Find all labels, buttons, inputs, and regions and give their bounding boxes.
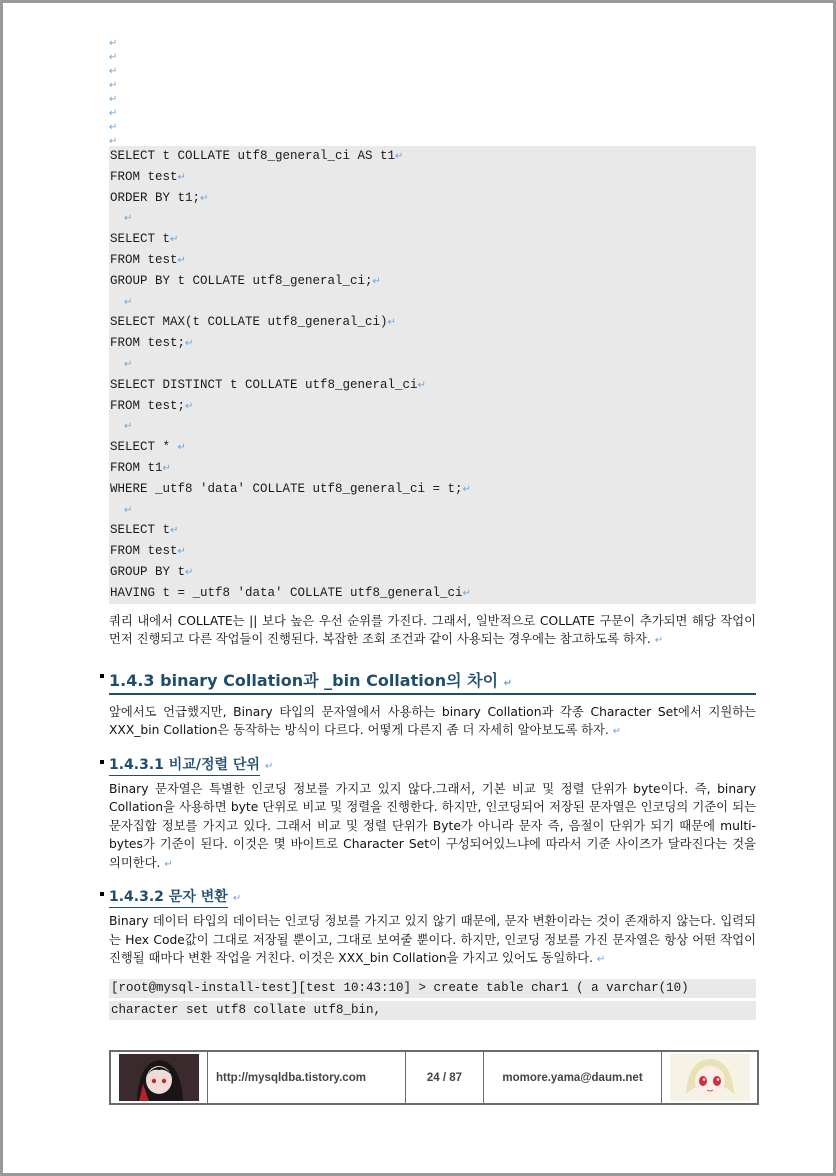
return-mark: ↵	[503, 677, 513, 689]
code-line	[109, 229, 756, 250]
code-text: FROM test;	[110, 336, 186, 351]
blank-line	[109, 48, 756, 62]
code-line	[109, 375, 756, 396]
paragraph-text: Binary 데이터 타입의 데이터는 인코딩 정보를 가지고 있지 않기 때문에, 문자 변환이라는 것이 존재하지 않는다. 입력되는 Hex Code값이 그대로 저장될 뿐이고, 그대로 보여줄 뿐이다. 하지만, 인코딩 정보를 가진 문자열은 항상 어떤 작업이 진행될 때마다 변환 작업을 거친다. 이것은 XXX_bin Collation을 가지고 있어도 동일하다.	[109, 914, 756, 966]
code-text: HAVING t = _utf8 'data' COLLATE utf8_general_ci	[110, 585, 463, 600]
return-mark: ↵	[462, 483, 471, 495]
code-line	[109, 333, 756, 354]
blank-lines	[109, 34, 756, 146]
code-text: WHERE _utf8 'data' COLLATE utf8_general_ci = t;	[110, 481, 463, 496]
code-line: character set utf8 collate utf8_bin,	[109, 1001, 756, 1020]
return-mark: ↵	[124, 421, 133, 433]
code-text: GROUP BY t	[110, 564, 186, 579]
code-line	[109, 458, 756, 479]
code-line	[109, 520, 756, 541]
blank-line	[109, 104, 756, 118]
pale-hair-avatar-icon	[670, 1054, 750, 1101]
code-text: SELECT t	[110, 232, 171, 247]
document-body	[109, 34, 756, 1020]
code-line	[109, 312, 756, 333]
dark-hair-avatar-icon	[119, 1054, 199, 1101]
code-line	[109, 416, 756, 437]
code-block	[109, 146, 756, 604]
paragraph-text: 쿼리 내에서 COLLATE는 || 보다 높은 우선 순위를 가진다. 그래서, 일반적으로 COLLATE 구문이 추가되면 해당 작업이 먼저 진행되고 다른 작업들이 진행된다. 복잡한 조회 조건과 같이 사용되는 경우에는 참고하도록 하자.	[109, 613, 756, 647]
return-mark: ↵	[654, 635, 664, 647]
code-text: SELECT MAX(t COLLATE utf8_general_ci)	[110, 315, 388, 330]
return-mark: ↵	[177, 254, 186, 266]
return-mark: ↵	[200, 192, 209, 204]
blank-line	[109, 132, 756, 146]
return-mark: ↵	[170, 525, 179, 537]
subsection-1-4-3-2	[109, 874, 756, 912]
return-mark: ↵	[109, 122, 118, 133]
code-line	[109, 208, 756, 229]
bullet-marker	[100, 674, 104, 678]
subsection-heading-1-4-3-2	[109, 886, 228, 908]
return-mark: ↵	[265, 760, 274, 772]
return-mark: ↵	[177, 546, 186, 558]
code-text: FROM test;	[110, 398, 186, 413]
footer-url	[208, 1052, 406, 1103]
return-mark: ↵	[109, 108, 118, 119]
footer-email-text: momore.yama@daum.net	[502, 1071, 643, 1084]
section-heading-1-4-3	[109, 668, 756, 695]
return-mark: ↵	[232, 893, 242, 905]
subsection-heading-1-4-3-1	[109, 754, 260, 776]
return-mark: ↵	[109, 136, 118, 147]
code-line	[109, 250, 756, 271]
blank-line	[109, 34, 756, 48]
footer-avatar-left	[111, 1052, 208, 1103]
code-line	[109, 354, 756, 375]
return-mark: ↵	[124, 358, 133, 370]
code-line	[109, 437, 756, 458]
return-mark: ↵	[109, 94, 118, 105]
return-mark: ↵	[417, 379, 426, 391]
page-footer	[109, 1050, 759, 1105]
paragraph-1-4-3	[109, 703, 756, 742]
return-mark: ↵	[109, 38, 118, 49]
code-text: SELECT t COLLATE utf8_general_ci AS t1	[110, 149, 396, 163]
code-line	[109, 271, 756, 292]
return-mark: ↵	[185, 400, 194, 412]
return-mark: ↵	[177, 171, 186, 183]
bullet-marker	[100, 892, 104, 896]
return-mark: ↵	[164, 858, 173, 870]
page-number-text: 24 / 87	[426, 1071, 463, 1084]
code-text: FROM t1	[110, 460, 163, 475]
code-text: ORDER BY t1;	[110, 190, 201, 205]
code-line	[109, 541, 756, 562]
blank-line	[109, 76, 756, 90]
code-line	[109, 479, 756, 500]
section-title: 1.4.3 binary Collation과 _bin Collation의 차이	[109, 670, 499, 690]
return-mark: ↵	[395, 151, 404, 162]
return-mark: ↵	[124, 504, 133, 516]
return-mark: ↵	[185, 566, 194, 578]
code-text: FROM test	[110, 544, 178, 559]
code-text: GROUP BY t COLLATE utf8_general_ci;	[110, 273, 373, 288]
code-line	[109, 188, 756, 209]
paragraph-collate-priority	[109, 612, 756, 651]
return-mark: ↵	[185, 338, 194, 350]
return-mark: ↵	[612, 726, 622, 738]
return-mark: ↵	[462, 587, 471, 599]
blank-line	[109, 90, 756, 104]
return-mark: ↵	[124, 296, 133, 308]
return-mark: ↵	[387, 317, 396, 329]
code-tail	[109, 979, 756, 1020]
return-mark: ↵	[177, 442, 186, 454]
footer-email	[484, 1052, 662, 1103]
blank-line	[109, 118, 756, 132]
paragraph-1-4-3-2	[109, 912, 756, 970]
subsection-title: 1.4.3.1 비교/정렬 단위	[109, 756, 260, 773]
paragraph-text: 앞에서도 언급했지만, Binary 타입의 문자열에서 사용하는 binary Collation과 각종 Character Set에서 지원하는 XXX_bin Collation은 동작하는 방식이 다르다. 어떻게 다른지 좀 더 자세히 알아보도록 하자.	[109, 704, 756, 738]
code-line	[109, 500, 756, 521]
code-text: SELECT DISTINCT t COLLATE utf8_general_ci	[110, 377, 418, 392]
code-line	[109, 396, 756, 417]
code-text: SELECT *	[110, 440, 178, 455]
bullet-marker	[100, 760, 104, 764]
return-mark: ↵	[124, 213, 133, 225]
return-mark: ↵	[109, 52, 118, 63]
blank-line	[109, 62, 756, 76]
subsection-1-4-3-1	[109, 742, 756, 780]
code-text: FROM test	[110, 252, 178, 267]
return-mark: ↵	[162, 462, 171, 474]
code-line	[109, 562, 756, 583]
return-mark: ↵	[596, 954, 606, 966]
return-mark: ↵	[109, 66, 118, 77]
code-line	[109, 292, 756, 313]
footer-avatar-right	[662, 1052, 757, 1103]
return-mark: ↵	[109, 80, 118, 91]
paragraph-text: Binary 문자열은 특별한 인코딩 정보를 가지고 있지 않다.그래서, 기본 비교 및 정렬 단위가 byte이다. 즉, binary Collation을 사용하면 byte 단위로 비교 및 정렬을 진행한다. 하지만, 인코딩되어 저장된 문자열은 인코딩의 기준이 되는 문자집합 정보를 가지고 있다. 그래서 비교 및 정렬 단위가 Byte가 아니라 문자 즉, 음절이 단위가 되기 때문에 multi-bytes가 기준이 된다. 이것은 몇 바이트로 Character Set이 구성되어있느냐에 따라서 기준 사이즈가 달라진다는 것을 의미한다.	[109, 781, 756, 870]
return-mark: ↵	[170, 234, 179, 246]
code-text: SELECT t	[110, 523, 171, 538]
code-line	[109, 167, 756, 188]
footer-page-number	[406, 1052, 484, 1103]
code-text: FROM test	[110, 169, 178, 184]
code-line	[109, 583, 756, 604]
code-line: [root@mysql-install-test][test 10:43:10] > create table char1 ( a varchar(10)	[109, 979, 756, 998]
code-line	[109, 146, 756, 167]
paragraph-1-4-3-1	[109, 780, 756, 875]
footer-url-text: http://mysqldba.tistory.com	[216, 1071, 366, 1084]
return-mark: ↵	[372, 275, 381, 287]
subsection-title: 1.4.3.2 문자 변환	[109, 889, 228, 906]
